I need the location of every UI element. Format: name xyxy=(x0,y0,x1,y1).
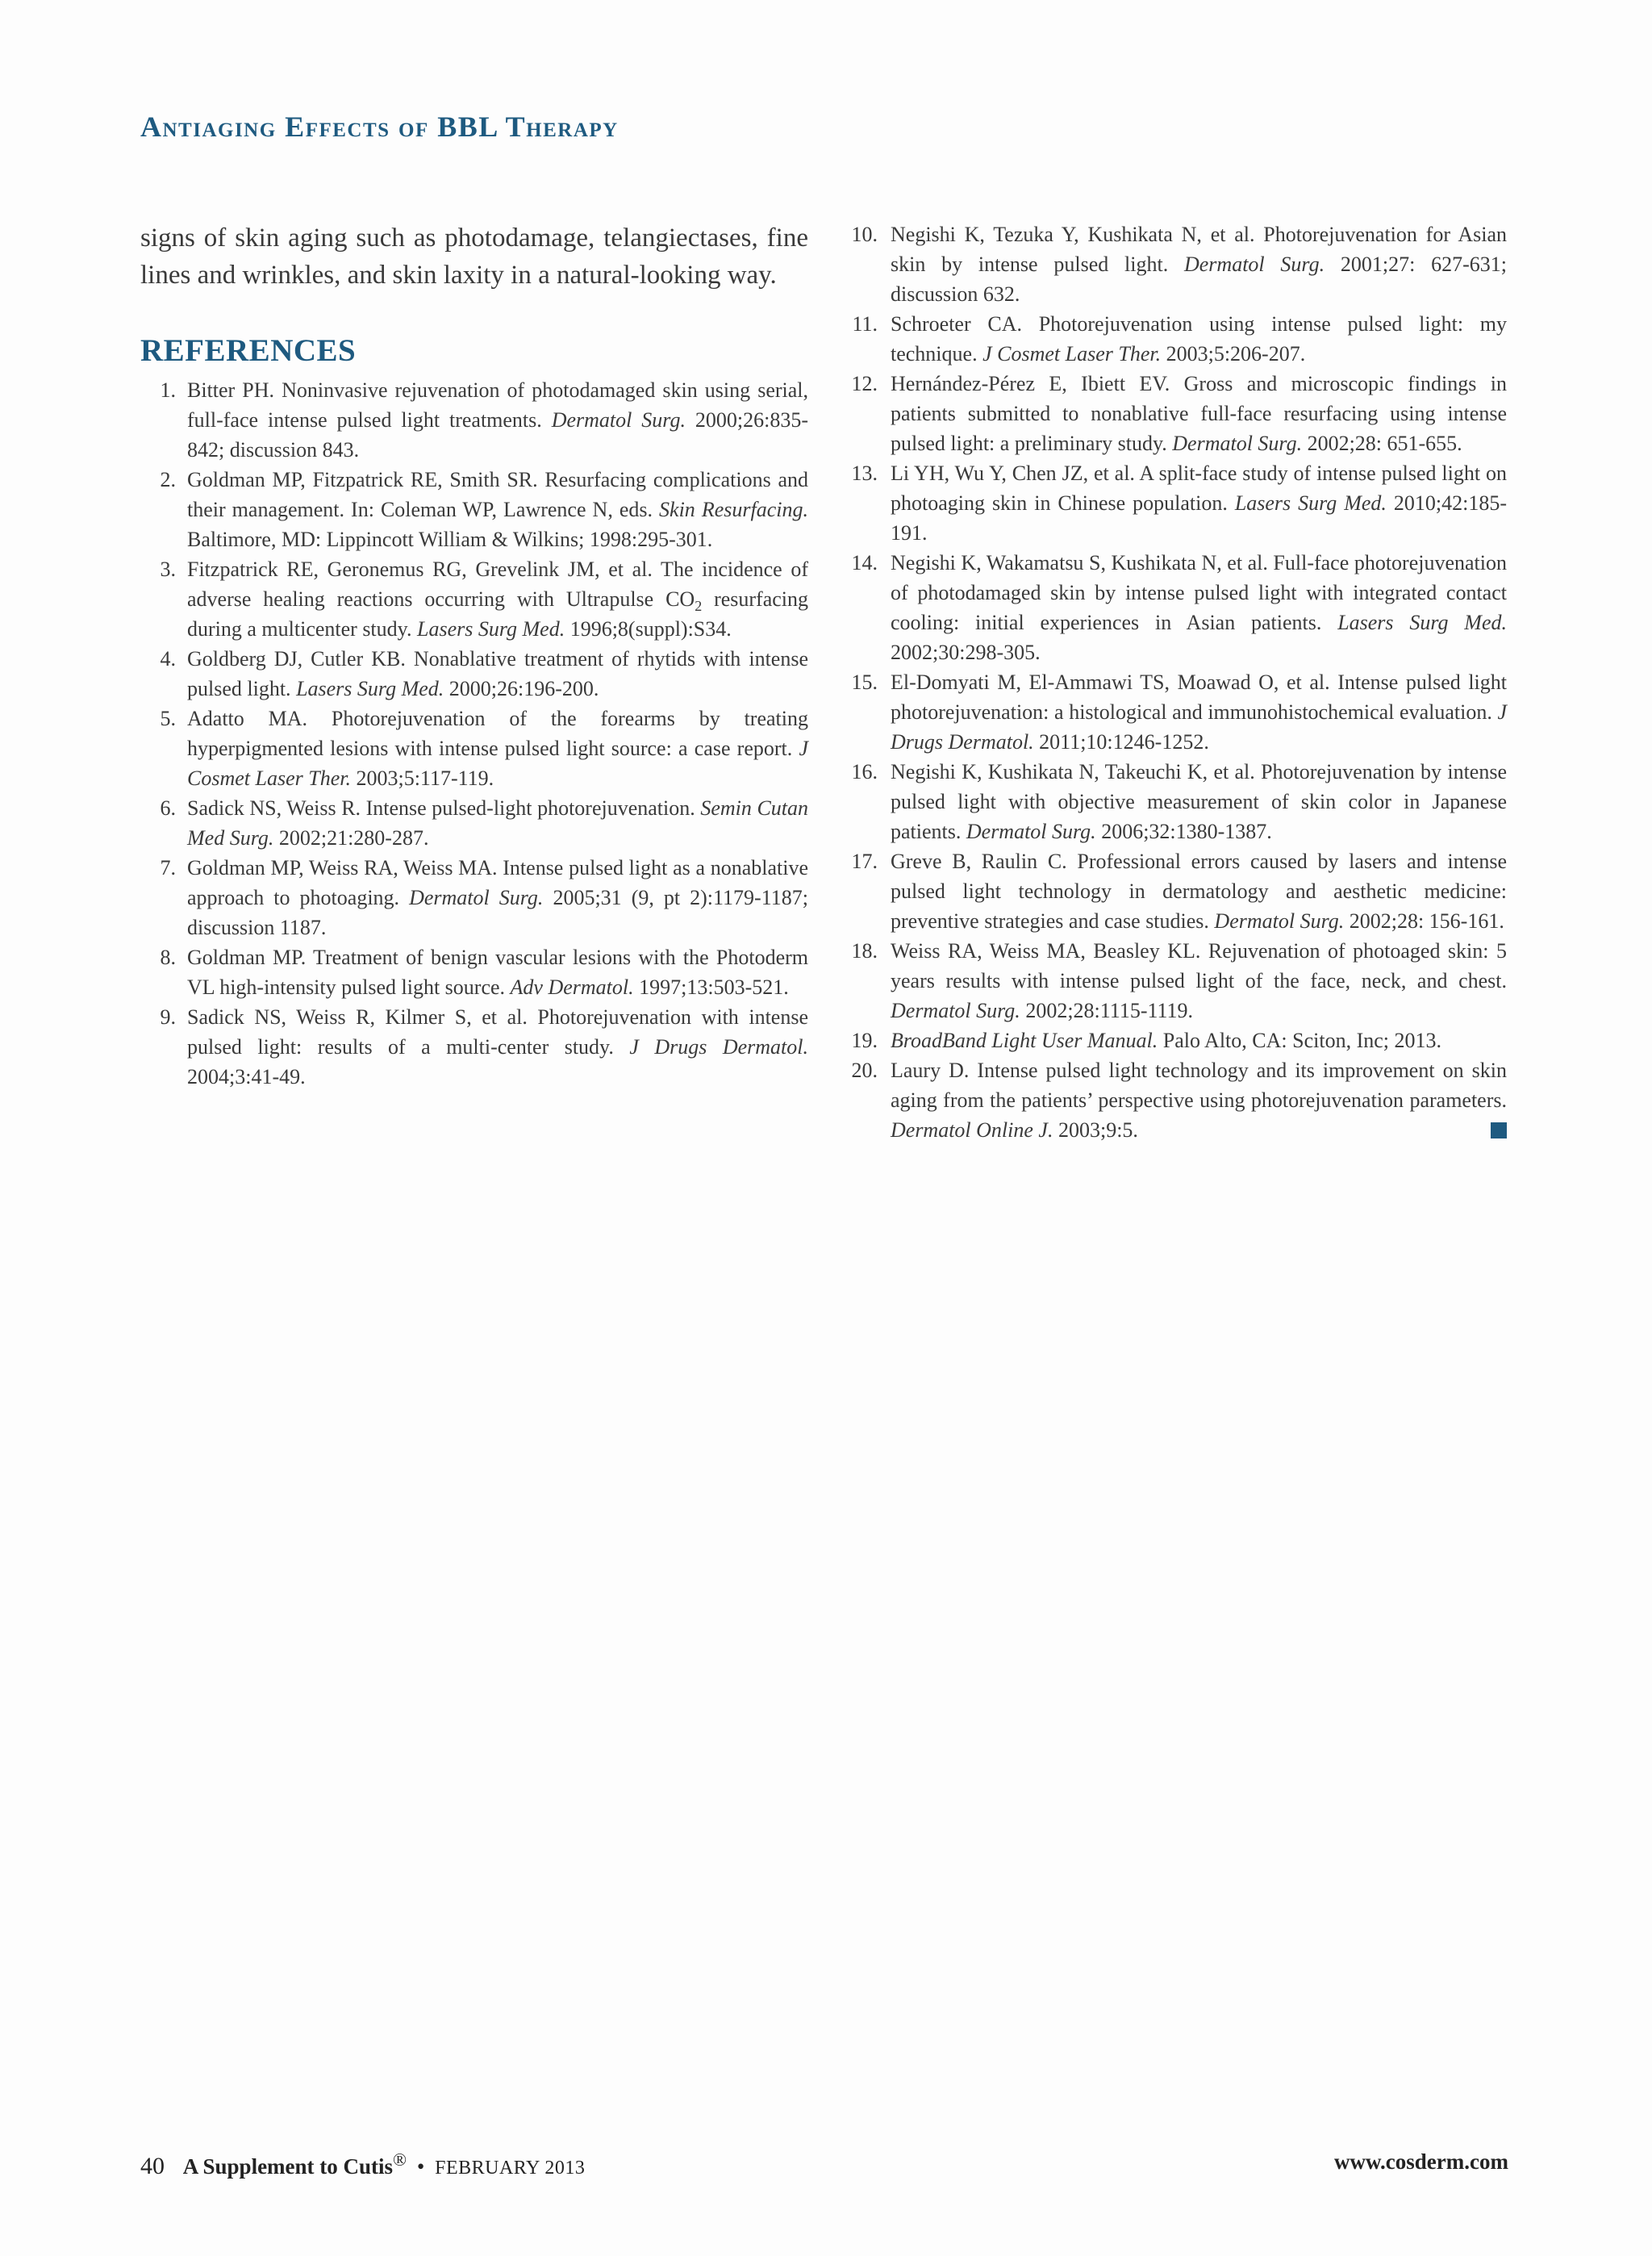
reference-item xyxy=(140,644,808,704)
reference-list-left xyxy=(140,375,808,1092)
website-link[interactable]: www.cosderm.com xyxy=(1334,2149,1508,2174)
reference-citation: 2003;5:117-119. xyxy=(350,767,494,790)
references-heading: REFERENCES xyxy=(140,333,357,368)
reference-text: Schroeter CA. Photorejuvenation using intense pulsed light: my technique. xyxy=(891,312,1507,366)
reference-text: Sadick NS, Weiss R. Intense pulsed-light photorejuvenation. xyxy=(187,796,701,820)
reference-citation: 2003;5:206-207. xyxy=(1161,342,1306,366)
page-number: 40 xyxy=(140,2153,165,2179)
reference-text: Negishi K, Kushikata N, Takeuchi K, et al. Photorejuvenation by intense pulsed light with objective measurement of skin color in Japanese patients. xyxy=(891,760,1507,843)
reference-text: Weiss RA, Weiss MA, Beasley KL. Rejuvenation of photoaged skin: 5 years results with intense pulsed light of the face, neck, and chest. xyxy=(891,939,1507,992)
intro-paragraph: signs of skin aging such as photodamage, telangiectases, fine lines and wrinkles, and skin laxity in a natural-looking way. xyxy=(140,224,808,290)
reference-citation: 2011;10:1246-1252. xyxy=(1033,730,1209,754)
reference-citation: 1996;8(suppl):S34. xyxy=(565,617,732,641)
reference-text: Laury D. Intense pulsed light technology and its improvement on skin aging from the patients’ perspective using photorejuvenation parameters. xyxy=(891,1059,1507,1112)
reference-journal: J Cosmet Laser Ther. xyxy=(982,342,1162,366)
reference-number: 10. xyxy=(851,223,878,246)
reference-text: Negishi K, Wakamatsu S, Kushikata N, et al. Full-face photorejuvenation of photodamaged skin by intense pulsed light with integrated contact cooling: initial experiences in Asian patients. xyxy=(891,551,1507,634)
reference-number: 20. xyxy=(851,1059,878,1082)
reference-citation: 2002;21:280-287. xyxy=(273,826,429,850)
registered-mark: ® xyxy=(393,2149,407,2170)
reference-item xyxy=(839,1055,1507,1145)
reference-journal: Dermatol Surg. xyxy=(409,886,544,909)
reference-item xyxy=(839,757,1507,846)
reference-item xyxy=(839,369,1507,458)
reference-item xyxy=(140,704,808,793)
reference-citation: 2005;31 (9, pt 2):1179-1187; discussion 1187. xyxy=(187,886,808,939)
reference-text: Sadick NS, Weiss R, Kilmer S, et al. Photorejuvenation with intense pulsed light: results of a multi-center study. xyxy=(187,1005,808,1059)
reference-subscript: 2 xyxy=(695,598,703,615)
running-head: Antiaging Effects of BBL Therapy xyxy=(140,111,619,143)
reference-number: 14. xyxy=(851,551,878,574)
reference-item xyxy=(140,375,808,465)
reference-journal: J Cosmet Laser Ther. xyxy=(187,737,808,790)
reference-citation: 2002;30:298-305. xyxy=(891,641,1041,664)
reference-journal: J Drugs Dermatol. xyxy=(891,700,1507,754)
reference-journal: Dermatol Surg. xyxy=(891,999,1020,1022)
reference-journal: Lasers Surg Med. xyxy=(296,677,444,700)
reference-citation: 2002;28: 156-161. xyxy=(1344,909,1504,933)
reference-number: 15. xyxy=(851,671,878,694)
reference-text: Goldman MP. Treatment of benign vascular lesions with the Photoderm VL high-intensity pulsed light source. xyxy=(187,946,808,999)
reference-number: 11. xyxy=(852,312,878,336)
reference-text: Li YH, Wu Y, Chen JZ, et al. A split-face study of intense pulsed light on photoaging skin in Chinese population. xyxy=(891,462,1507,515)
reference-journal: Dermatol Surg. xyxy=(1214,909,1345,933)
reference-journal: Lasers Surg Med. xyxy=(1234,491,1387,515)
publication-name: A Supplement to Cutis xyxy=(182,2154,394,2179)
reference-text: Fitzpatrick RE, Geronemus RG, Grevelink JM, et al. The incidence of adverse healing reactions occurring with Ultrapulse CO xyxy=(187,558,808,611)
reference-journal: Adv Dermatol. xyxy=(510,976,634,999)
reference-number: 19. xyxy=(851,1029,878,1052)
reference-citation: 2010;42:185-191. xyxy=(891,491,1507,545)
reference-number: 7. xyxy=(160,856,176,879)
reference-text: Adatto MA. Photorejuvenation of the forearms by treating hyperpigmented lesions with intense pulsed light source: a case report. xyxy=(187,707,808,760)
footer-separator: • xyxy=(416,2154,425,2179)
reference-item xyxy=(140,853,808,942)
reference-item xyxy=(839,219,1507,309)
reference-citation: 2001;27: 627-631; discussion 632. xyxy=(891,253,1507,306)
reference-citation: 2003;9:5. xyxy=(1053,1118,1138,1142)
reference-citation: 2000;26:835-842; discussion 843. xyxy=(187,408,809,462)
reference-text: El-Domyati M, El-Ammawi TS, Moawad O, et al. Intense pulsed light photorejuvenation: a histological and immunohistochemical evaluation. xyxy=(891,671,1507,724)
reference-item xyxy=(140,554,808,644)
reference-item xyxy=(839,548,1507,667)
reference-number: 6. xyxy=(160,796,176,820)
reference-citation: 2002;28: 651-655. xyxy=(1302,432,1462,455)
reference-text: Greve B, Raulin C. Professional errors caused by lasers and intense pulsed light technology in dermatology and aesthetic medicine: preventive strategies and case studies. xyxy=(891,850,1507,933)
reference-item xyxy=(140,465,808,554)
reference-text: Goldman MP, Weiss RA, Weiss MA. Intense pulsed light as a nonablative approach to photoaging. xyxy=(187,856,808,909)
reference-item xyxy=(839,1026,1507,1055)
reference-item xyxy=(839,458,1507,548)
reference-citation: Baltimore, MD: Lippincott William & Wilkins; 1998:295-301. xyxy=(187,528,713,551)
reference-citation: 2006;32:1380-1387. xyxy=(1095,820,1272,843)
reference-journal: Dermatol Surg. xyxy=(966,820,1096,843)
reference-item xyxy=(839,846,1507,936)
reference-text: Hernández-Pérez E, Ibiett EV. Gross and microscopic findings in patients submitted to nonablative full-face resurfacing using intense pulsed light: a preliminary study. xyxy=(891,372,1507,455)
reference-citation: 2000;26:196-200. xyxy=(444,677,599,700)
reference-number: 17. xyxy=(851,850,878,873)
reference-text: resurfacing during a multicenter study. xyxy=(187,587,808,641)
reference-text: Goldberg DJ, Cutler KB. Nonablative treatment of rhytids with intense pulsed light. xyxy=(187,647,808,700)
reference-item xyxy=(839,936,1507,1026)
reference-journal: Dermatol Surg. xyxy=(1183,253,1325,276)
reference-citation: Palo Alto, CA: Sciton, Inc; 2013. xyxy=(1158,1029,1441,1052)
reference-journal: Dermatol Online J. xyxy=(891,1118,1053,1142)
left-column xyxy=(140,219,808,1092)
reference-number: 9. xyxy=(160,1005,176,1029)
reference-number: 13. xyxy=(851,462,878,485)
reference-number: 2. xyxy=(160,468,176,491)
reference-number: 16. xyxy=(851,760,878,783)
reference-journal: Lasers Surg Med. xyxy=(1337,611,1507,634)
reference-citation: 2004;3:41-49. xyxy=(187,1065,306,1088)
reference-journal: Skin Resurfacing. xyxy=(659,498,808,521)
right-column xyxy=(839,219,1507,1145)
reference-item xyxy=(839,309,1507,369)
reference-citation: 2002;28:1115-1119. xyxy=(1020,999,1194,1022)
reference-citation: 1997;13:503-521. xyxy=(633,976,789,999)
reference-number: 3. xyxy=(160,558,176,581)
reference-number: 8. xyxy=(160,946,176,969)
issue-date: FEBRUARY 2013 xyxy=(435,2158,586,2179)
reference-item xyxy=(140,793,808,853)
reference-text: Goldman MP, Fitzpatrick RE, Smith SR. Resurfacing complications and their management. In: Coleman WP, Lawrence N, eds. xyxy=(187,468,808,521)
reference-number: 4. xyxy=(160,647,176,671)
reference-item xyxy=(140,942,808,1002)
reference-text: Negishi K, Tezuka Y, Kushikata N, et al. Photorejuvenation for Asian skin by intense pulsed light. xyxy=(891,223,1507,276)
reference-number: 5. xyxy=(160,707,176,730)
reference-item xyxy=(839,667,1507,757)
reference-item xyxy=(140,1002,808,1092)
reference-journal: BroadBand Light User Manual. xyxy=(891,1029,1158,1052)
reference-journal: Dermatol Surg. xyxy=(551,408,686,432)
reference-journal: Lasers Surg Med. xyxy=(416,617,565,641)
reference-journal: J Drugs Dermatol. xyxy=(629,1035,808,1059)
reference-number: 12. xyxy=(851,372,878,395)
page-footer xyxy=(140,2149,1508,2180)
reference-journal: Dermatol Surg. xyxy=(1172,432,1303,455)
reference-text: Bitter PH. Noninvasive rejuvenation of photodamaged skin using serial, full-face intense pulsed light treatments. xyxy=(187,378,808,432)
reference-list-right xyxy=(839,219,1507,1145)
reference-number: 1. xyxy=(160,378,176,402)
reference-journal: Semin Cutan Med Surg. xyxy=(187,796,809,850)
end-of-article-square-icon xyxy=(1491,1122,1507,1138)
reference-number: 18. xyxy=(851,939,878,963)
